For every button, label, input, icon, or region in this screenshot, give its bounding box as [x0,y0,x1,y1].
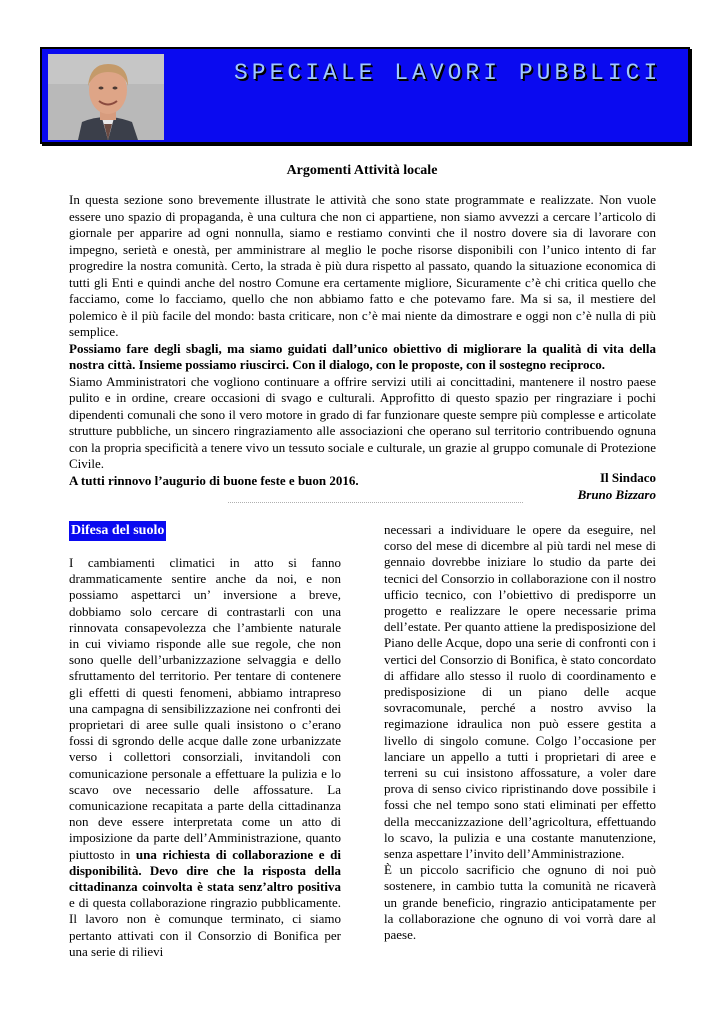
signature-name: Bruno Bizzaro [577,486,656,502]
article-title: Argomenti Attività locale [286,163,438,178]
right-column-paragraph-2: È un piccolo sacrificio che ognuno di noi può sostenere, in cambio tutta la comunità ne ricaverà un grande beneficio, ringrazio anticipatamente per la collaborazione che ognuno di voi vorrà dare al paese. [384,862,656,943]
left-text-2: e di questa collaborazione ringrazio pubblicamente. Il lavoro non è comunque terminato, ci siamo pertanto attivati con il Consorzio di Bonifica per una serie di rilievi [69,895,341,959]
intro-paragraph-1: In questa sezione sono brevemente illustrate le attività che sono state programmate e realizzate. Non vuole essere uno spazio di propaganda, è una cultura che non ci appartiene, non siamo avvezzi a cercare l’articolo di giornale per apparire ad ogni nonnulla, siamo e restiamo convinti che il nostro dovere sia di lavorare con impegno, serietà e onestà, per amministrare al meglio le poche risorse disponibili con l’unico intento di far progredire la nostra comunità. Certo, la strada è più dura rispetto al passato, quando la situazione economica di tutti gli Enti e quindi anche del nostro Comune era certamente migliore, Sicuramente c’è chi critica quello che facciamo, come lo facciamo, quello che non abbiamo fatto e che potevamo fare. Ma si sa, il mestiere del polemico è il più facile del mondo: basta criticare, non c’è mai niente da dimostrare e oggi non c’è nulla di più semplice. [69,192,656,339]
banner-title: SPECIALE LAVORI PUBBLICI [234,60,662,86]
header-banner [40,47,690,144]
left-column-paragraph [69,555,341,960]
intro-paragraph-2: Possiamo fare degli sbagli, ma siamo guidati dall’unico obiettivo di migliorare la qualità di vita della nostra città. Insieme possiamo riuscirci. Con il dialogo, con le proposte, con il sostegno reciproco. [69,340,656,372]
left-text-bold: una richiesta di collaborazione e di disponibilità. Devo dire che la risposta della cittadinanza coinvolta è stata senz’altro positiva [69,846,341,895]
signature-role: Il Sindaco [600,470,656,485]
mayor-portrait [48,54,164,140]
section-divider [228,502,523,503]
signature [69,470,656,503]
right-column-paragraph-1: necessari a individuare le opere da eseguire, nel corso del mese di dicembre al più tardi nel mese di gennaio dovrebbe iniziare lo studio da parte dei tecnici del Consorzio in collaborazione con il nostro ufficio tecnico, con l’obiettivo di predisporre un progetto e realizzare le opere necessarie prima dell’estate. Per quanto attiene la predisposizione del Piano delle Acque, dopo una serie di confronti con i vertici del Consorzio di Bonifica, è stato concordato di affidare allo stesso il ruolo di coordinamento e predisposizione di un piano delle acque sovracomunale, perché a nostro avviso la regimazione idraulica non può essere gestita a livello di singolo comune. Colgo l’occasione per lanciare un appello a tutti i proprietari di aree e terreni su cui insistono affossature, a voler dare prova di senso civico ripristinando dove possibile i fossi che nel tempo sono stati eliminati per effetto della meccanizzazione dell’agricoltura, effettuando lo scavo, la pulizia e una costante manutenzione, senza aspettare l’invito dell’Amministrazione. [384,522,656,862]
intro-text [69,192,656,489]
closing-greeting: A tutti rinnovo l’augurio di buone feste e buon 2016. [69,472,359,488]
left-column [69,521,341,960]
left-text-1: I cambiamenti climatici in atto si fanno drammaticamente sentire anche da noi, e non possiamo aspettarci un’ inversione a breve, dobbiamo solo cercare di contrastarli con una rinnovata consapevolezza che l’ambiente naturale in cui viviamo risponde alle sue regole, che non sono quelle dell’urbanizzazione selvaggia e dello sfruttamento del territorio. Per tentare di contenere gli effetti di questi fenomeni, abbiamo intrapreso una campagna di sensibilizzazione nei confronti dei proprietari di aree sulle quali insistono o c’erano fossi di sgrondo delle acque dalle zone urbanizzate verso i collettori consorziali, invitandoli con comunicazione personale a effettuare la pulizia e lo scavo ove necessario delle affossature. La comunicazione recapitata a parte della cittadinanza non deve essere interpretata come un atto di imposizione da parte dell’Amministrazione, quanto piuttosto in [69,555,341,862]
intro-paragraph-3: Siamo Amministratori che vogliono continuare a offrire servizi utili ai concittadini, mantenere il nostro paese pulito e in ordine, creare occasioni di svago e culturali. Approfitto di questo spazio per ringraziare i pochi dipendenti comunali che sono il vero motore in grado di far funzionare queste sempre più complesse e articolate strutture pubbliche, un sincero ringraziamento alle associazioni che operano sul territorio contribuendo ognuna con la propria specificità a tenere vivo un tessuto sociale e culturale, un grazie al gruppo comunale di Protezione Civile. [69,373,656,471]
right-column [384,522,656,943]
section-heading: Difesa del suolo [69,521,166,541]
